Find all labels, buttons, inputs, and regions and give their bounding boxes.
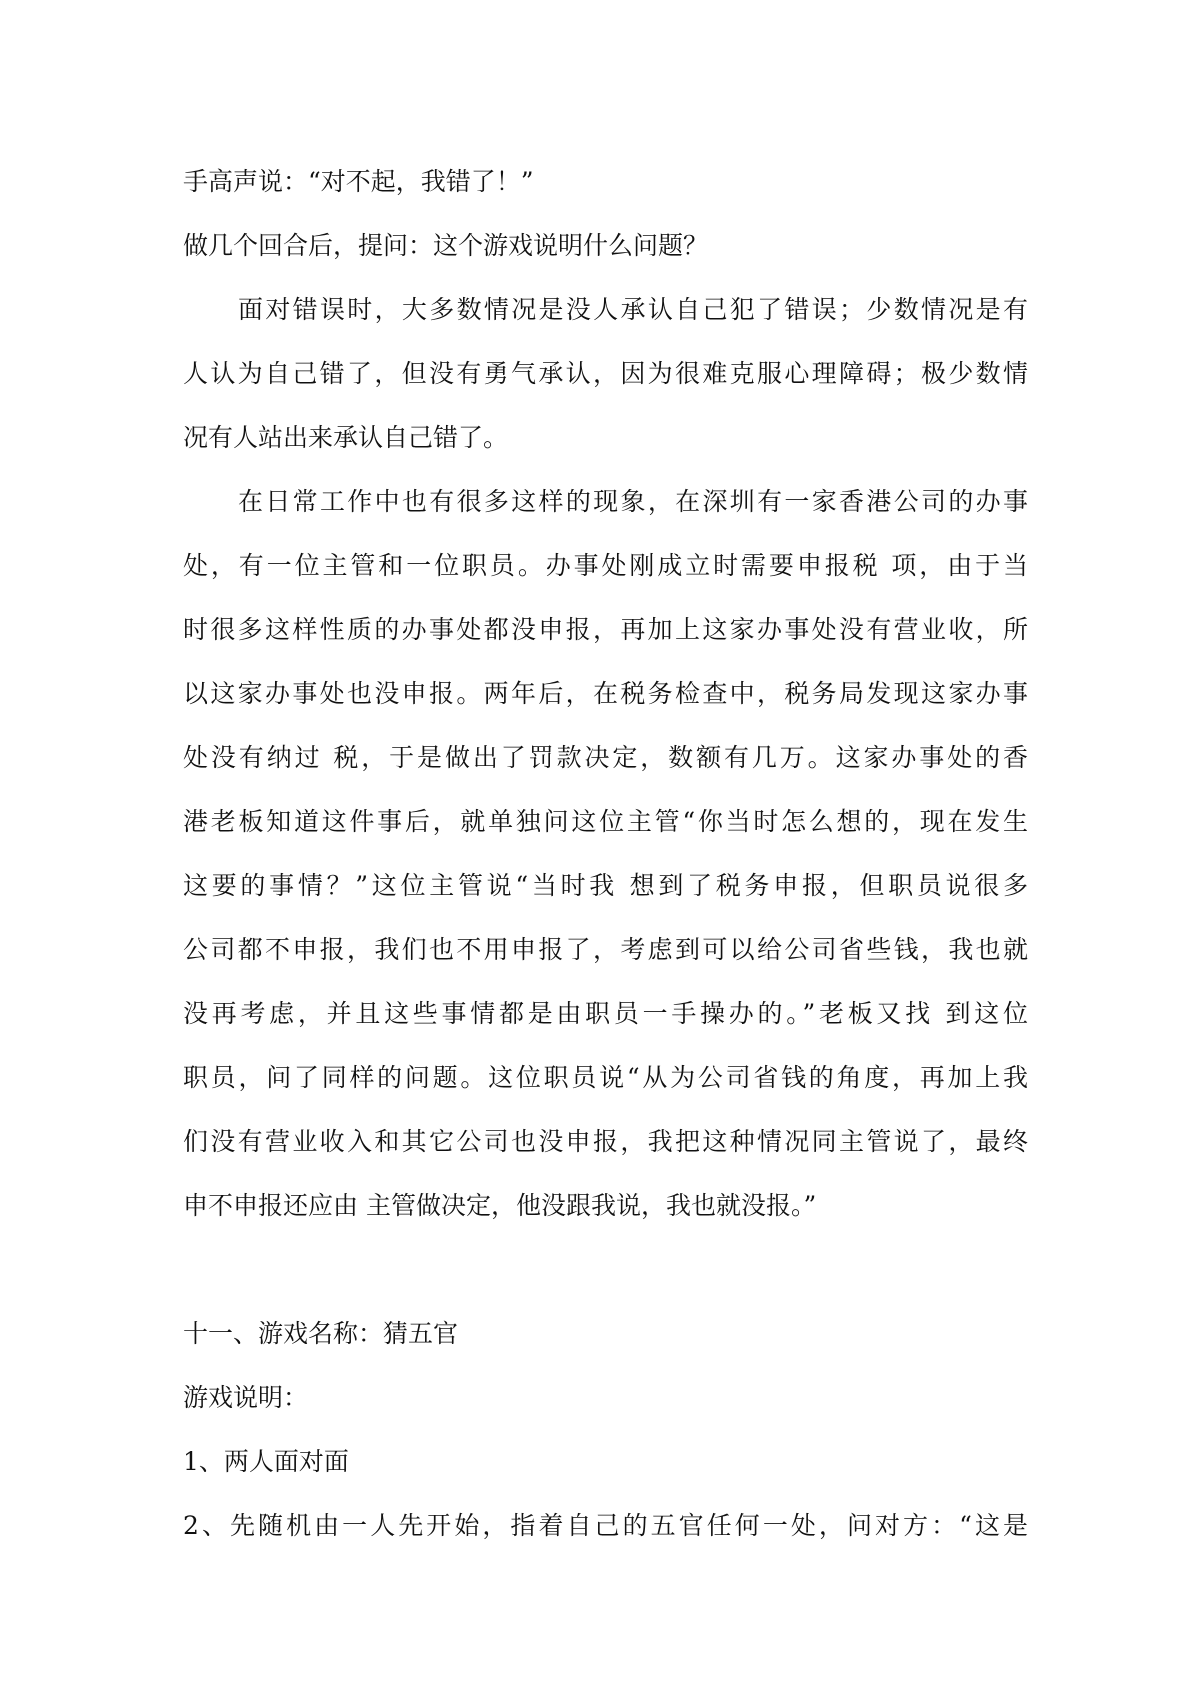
paragraph-line: 没再考虑，并且这些事情都是由职员一手操办的。”老板又找 到这位 (183, 999, 1028, 1028)
document-body (183, 150, 1028, 1558)
section-title: 十一、游戏名称：猜五官 (183, 1319, 459, 1348)
paragraph-spacer (183, 1238, 1028, 1302)
paragraph-line: 以这家办事处也没申报。两年后，在税务检查中，税务局发现这家办事 (183, 679, 1028, 708)
paragraph-line: 在日常工作中也有很多这样的现象，在深圳有一家香港公司的办事 (238, 487, 1028, 516)
section-subtitle: 游戏说明： (183, 1383, 309, 1412)
paragraph-line: 人认为自己错了，但没有勇气承认，因为很难克服心理障碍；极少数情 (183, 359, 1028, 388)
paragraph-line: 们没有营业收入和其它公司也没申报，我把这种情况同主管说了，最终 (183, 1127, 1028, 1156)
text-line: 做几个回合后，提问：这个游戏说明什么问题？ (183, 231, 709, 260)
paragraph-line: 面对错误时，大多数情况是没人承认自己犯了错误；少数情况是有 (238, 295, 1028, 324)
list-item: 1、两人面对面 (183, 1447, 349, 1476)
paragraph-line: 公司都不申报，我们也不用申报了，考虑到可以给公司省些钱，我也就 (183, 935, 1028, 964)
list-item: 2、先随机由一人先开始，指着自己的五官任何一处，问对方：“这是 (183, 1511, 1028, 1540)
paragraph-line: 这要的事情？”这位主管说“当时我 想到了税务申报，但职员说很多 (183, 871, 1028, 900)
paragraph-line: 处没有纳过 税，于是做出了罚款决定，数额有几万。这家办事处的香 (183, 743, 1028, 772)
paragraph-line: 时很多这样性质的办事处都没申报，再加上这家办事处没有营业收，所 (183, 615, 1028, 644)
paragraph-line: 申不申报还应由 主管做决定，他没跟我说，我也就没报。” (183, 1191, 817, 1220)
paragraph-line: 港老板知道这件事后，就单独问这位主管“你当时怎么想的，现在发生 (183, 807, 1028, 836)
paragraph-line: 处，有一位主管和一位职员。办事处刚成立时需要申报税 项，由于当 (183, 551, 1028, 580)
paragraph-line: 职员，问了同样的问题。这位职员说“从为公司省钱的角度，再加上我 (183, 1063, 1028, 1092)
paragraph-line: 况有人站出来承认自己错了。 (183, 423, 509, 452)
text-line: 手高声说：“对不起，我错了！” (183, 167, 534, 196)
